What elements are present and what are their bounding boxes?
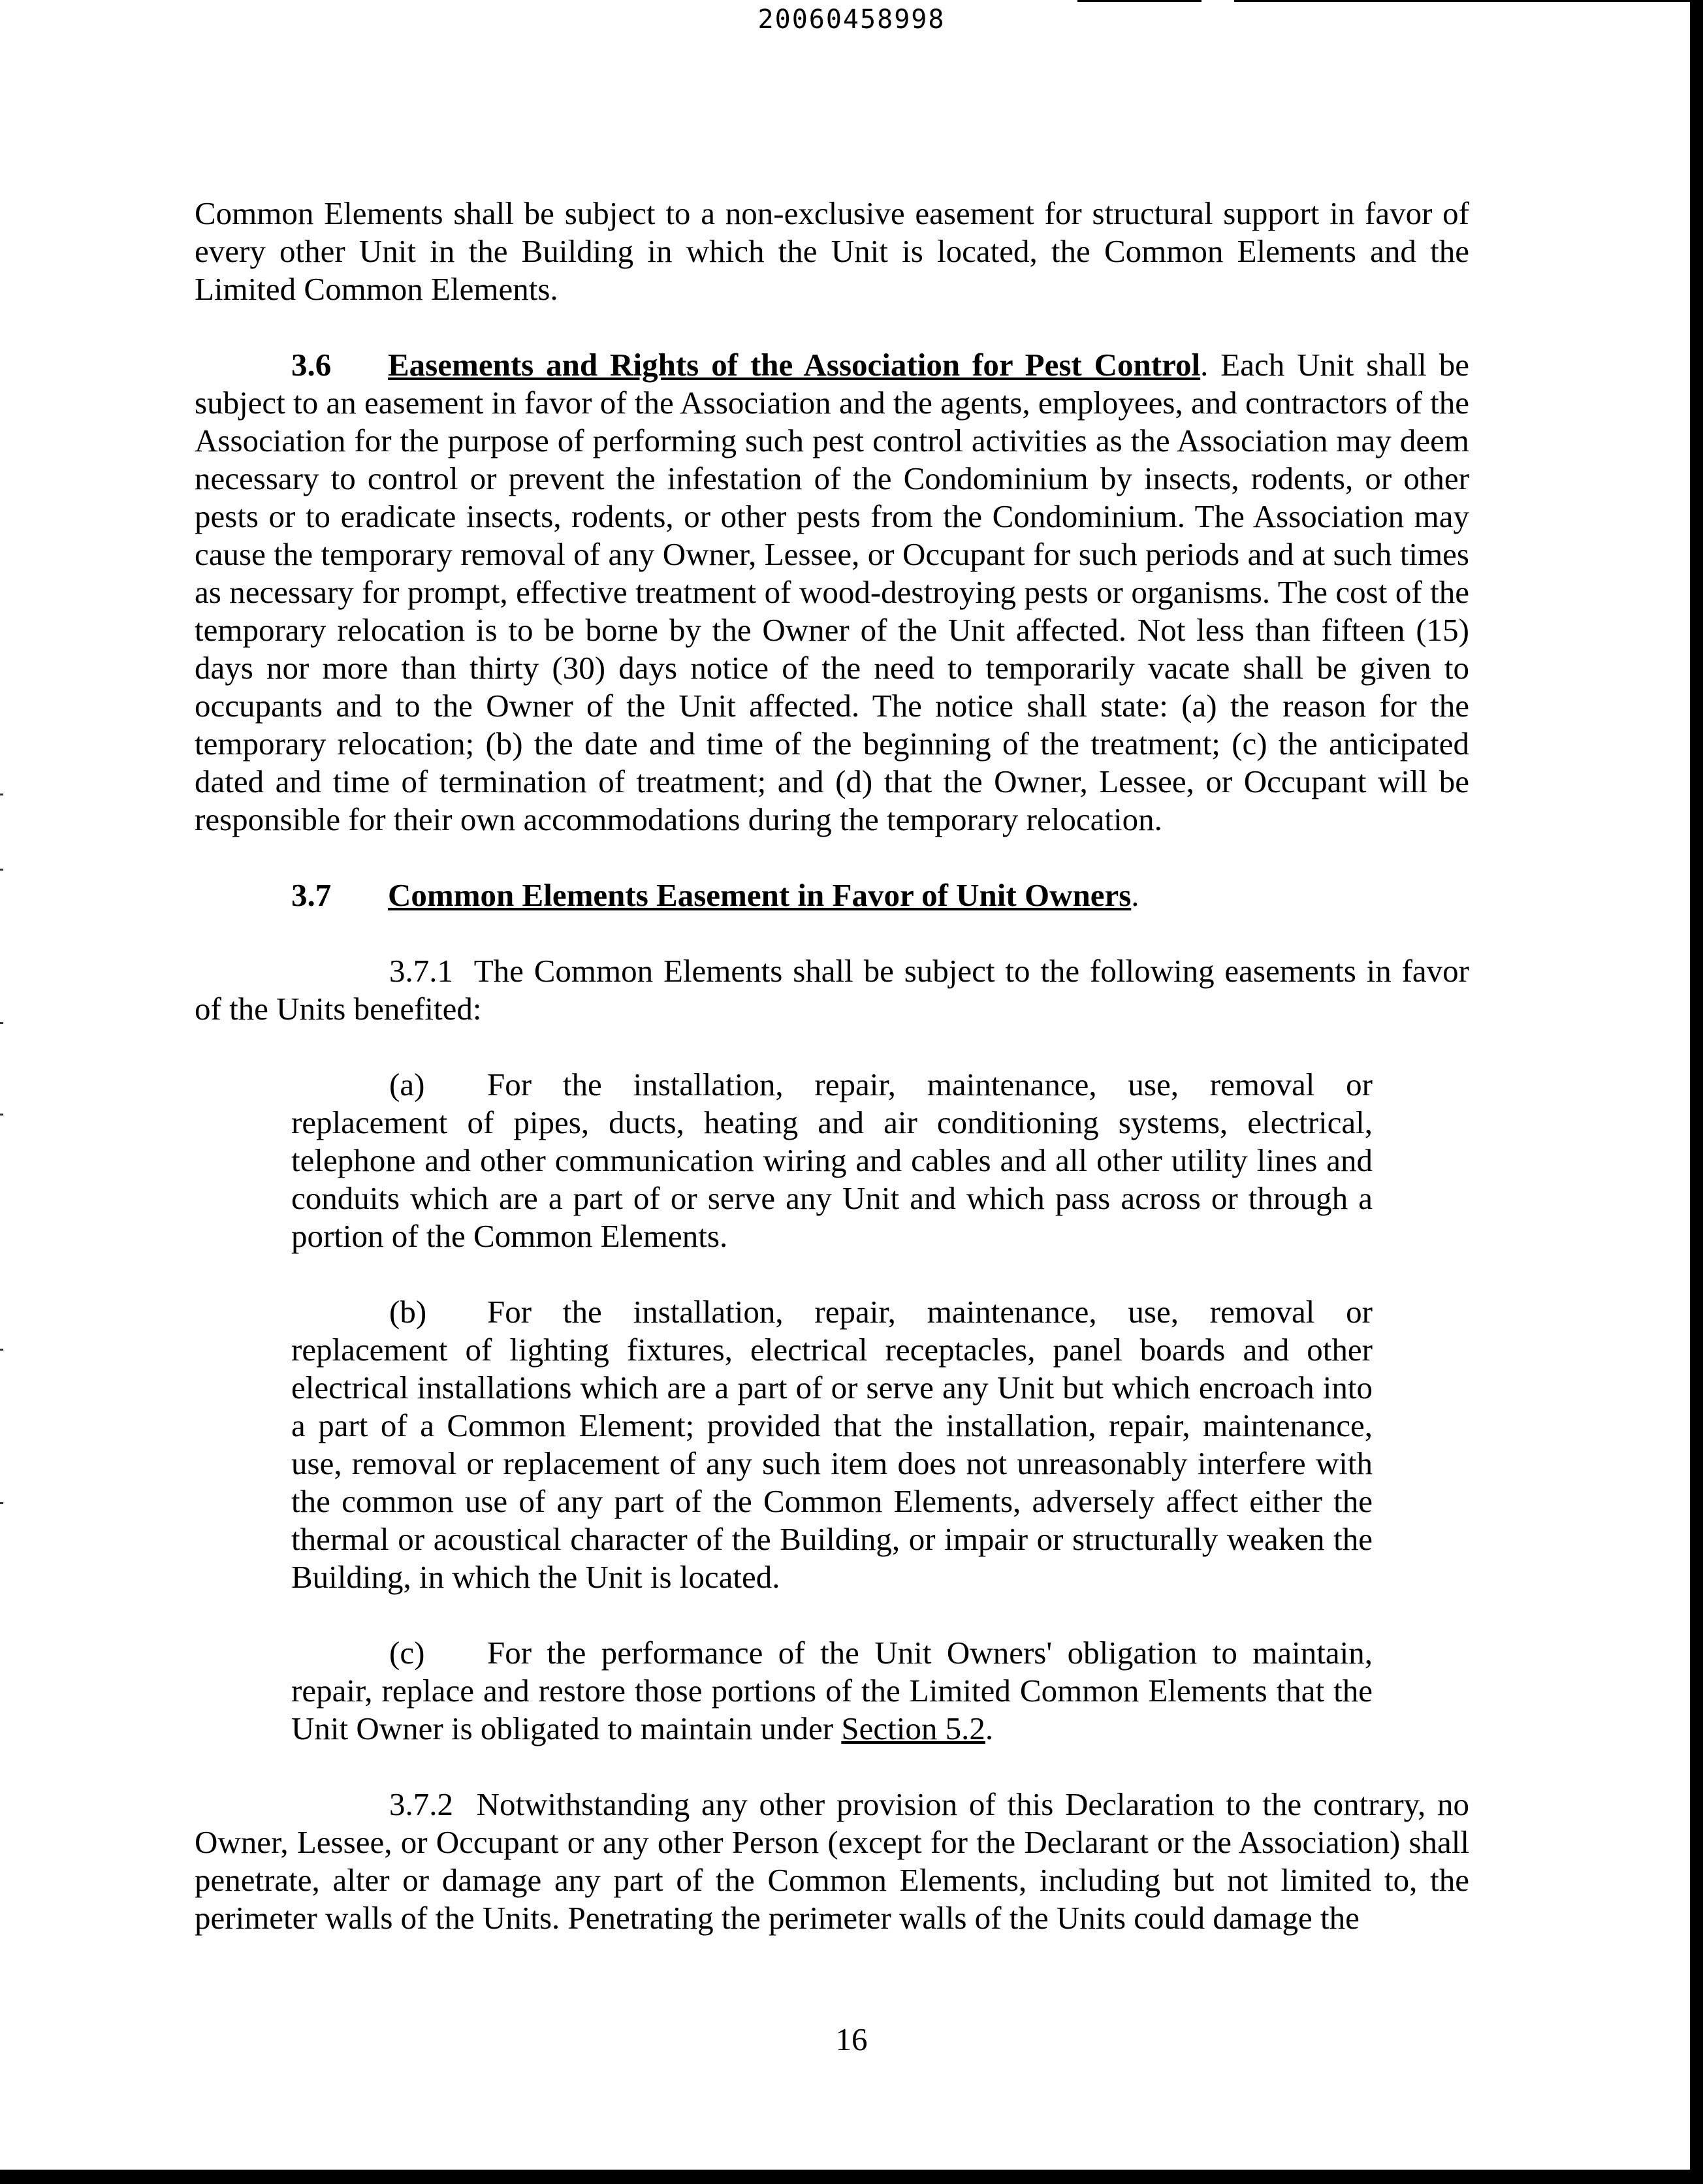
intro-paragraph: Common Elements shall be subject to a non-exclusive easement for structural support in favor of every other Unit in the Building in which the Unit is located, the Common Elements and the Limited Common Elements.	[195, 195, 1469, 307]
page-number: 16	[835, 2021, 868, 2057]
item-label: (c)	[389, 1635, 425, 1671]
section-text: Each Unit shall be subject to an easement in favor of the Association and the agents, employees, and contractors of the Association for the purpose of performing such pest control activities as the Association may deem necessary to control or prevent the infestation of the Condominium by insects, rodents, or other pests or to eradicate insects, rodents, or other pests from the Condominium. The Association may cause the temporary removal of any Owner, Lessee, or Occupant for such periods and at such times as necessary for prompt, effective treatment of wood-destroying pests or organisms. The cost of the temporary relocation is to be borne by the Owner of the Unit affected. Not less than fifteen (15) days nor more than thirty (30) days notice of the need to temporarily vacate shall be given to occupants and to the Owner of the Unit affected. The notice shall state: (a) the reason for the temporary relocation; (b) the date and time of the beginning of the treatment; (c) the anticipated dated and time of termination of treatment; and (d) that the Owner, Lessee, or Occupant will be responsible for their own accommodations during the temporary relocation.	[195, 347, 1469, 837]
item-text: For the installation, repair, maintenance, use, removal or replacement of lighting fixtures, electrical receptacles, panel boards and other electrical installations which are a part of or serve any Unit but which encroach into a part of a Common Element; provided that the installation, repair, maintenance, use, removal or replacement of any such item does not unreasonably interfere with the common use of any part of the Common Elements, adversely affect either the thermal or acoustical character of the Building, or impair or structurally weaken the Building, in which the Unit is located.	[291, 1294, 1373, 1595]
section-number: 3.7	[291, 877, 332, 913]
item-b-paragraph	[291, 1293, 1373, 1596]
heading-period: .	[1200, 347, 1209, 383]
item-label: (b)	[389, 1294, 427, 1330]
scan-edge-mark	[0, 1022, 3, 1024]
item-label: (a)	[389, 1067, 425, 1102]
subsection-3-7-1-paragraph	[195, 952, 1469, 1028]
section-reference: Section 5.2	[841, 1710, 985, 1746]
subsection-number: 3.7.1	[389, 953, 453, 989]
section-heading: Easements and Rights of the Association for Pest Control	[388, 347, 1201, 383]
scan-edge-mark	[0, 1349, 3, 1351]
document-page	[195, 195, 1469, 1937]
section-heading: Common Elements Easement in Favor of Unit Owners	[388, 877, 1132, 913]
scan-edge-mark	[0, 869, 3, 871]
scan-border-right	[1690, 0, 1703, 2184]
item-text: For the performance of the Unit Owners' obligation to maintain, repair, replace and restore those portions of the Limited Common Elements that the Unit Owner is obligated to maintain under	[291, 1635, 1373, 1746]
item-c-paragraph	[291, 1634, 1373, 1748]
scan-edge-mark	[0, 794, 3, 795]
subsection-number: 3.7.2	[389, 1786, 453, 1822]
scan-edge-mark	[0, 1114, 3, 1116]
scan-border-bottom	[0, 2170, 1703, 2184]
section-3-7-heading	[195, 876, 1469, 914]
subsection-text: Notwithstanding any other provision of this Declaration to the contrary, no Owner, Lessee, or Occupant or any other Person (except for the Declarant or the Association) shall penetrate, alter or damage any part of the Common Elements, including but not limited to, the perimeter walls of the Units. Penetrating the perimeter walls of the Units could damage the	[195, 1786, 1469, 1936]
subsection-3-7-2-paragraph	[195, 1786, 1469, 1937]
section-3-6-paragraph	[195, 346, 1469, 839]
item-text-end: .	[985, 1710, 994, 1746]
item-a-paragraph	[291, 1066, 1373, 1255]
subsection-text: The Common Elements shall be subject to the following easements in favor of the Units benefited:	[195, 953, 1469, 1027]
document-number: 20060458998	[757, 5, 946, 35]
heading-period: .	[1131, 877, 1139, 913]
scan-edge-mark	[0, 1502, 3, 1504]
item-text: For the installation, repair, maintenance, use, removal or replacement of pipes, ducts, heating and air conditioning systems, electrical, telephone and other communication wiring and cables and all other utility lines and conduits which are a part of or serve any Unit and which pass across or through a portion of the Common Elements.	[291, 1067, 1373, 1254]
section-number: 3.6	[291, 347, 332, 383]
